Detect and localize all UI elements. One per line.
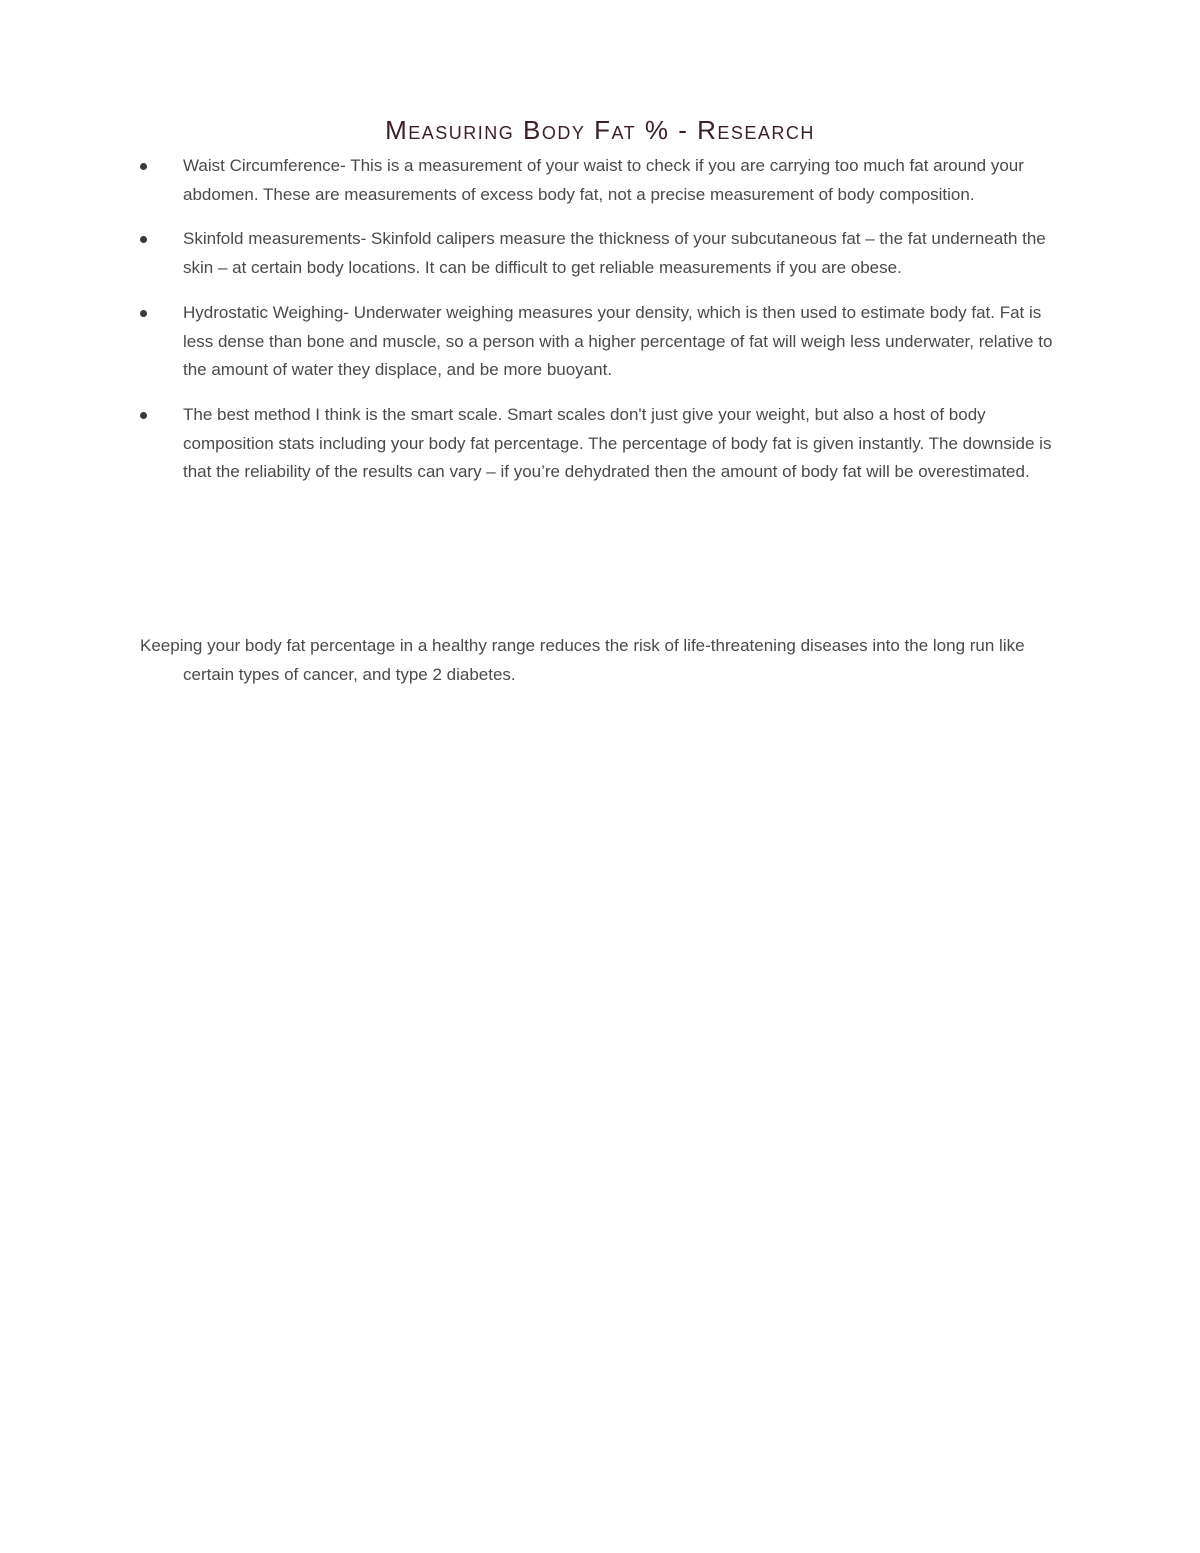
- list-item-text: Skinfold measurements- Skinfold calipers measure the thickness of your subcutaneous fat – the fat underneath the skin – at certain body locations. It can be difficult to get reliable measurements if you are obese.: [183, 229, 1046, 278]
- list-item-text: Waist Circumference- This is a measurement of your waist to check if you are carrying too much fat around your abdomen. These are measurements of excess body fat, not a precise measurement of body composition.: [183, 156, 1024, 204]
- list-item-hydrostatic: [140, 299, 1060, 385]
- closing-paragraph: Keeping your body fat percentage in a healthy range reduces the risk of life-threatening diseases into the long run like certain types of cancer, and type 2 diabetes.: [140, 636, 1025, 684]
- list-item-waist-circumference: [140, 152, 1060, 209]
- list-item-text: The best method I think is the smart scale. Smart scales don't just give your weight, but also a host of body composition stats including your body fat percentage. The percentage of body fat is given instantly. The downside is that the reliability of the results can vary – if you’re dehydrated then the amount of body fat will be overestimated.: [183, 404, 1052, 482]
- document-title: Measuring Body Fat % - Research: [385, 115, 815, 145]
- method-list: [140, 152, 1060, 503]
- bullet-icon: [140, 236, 147, 243]
- bullet-icon: [140, 163, 147, 170]
- list-item-text: Hydrostatic Weighing- Underwater weighing measures your density, which is then used to estimate body fat. Fat is less dense than bone and muscle, so a person with a higher percentage of fat will weigh less underwater, relative to the amount of water they displace, and be more buoyant.: [183, 302, 1053, 380]
- list-item-smart-scale: [140, 401, 1060, 487]
- list-item-skinfold: [140, 225, 1060, 282]
- bullet-icon: [140, 310, 147, 317]
- bullet-icon: [140, 412, 147, 419]
